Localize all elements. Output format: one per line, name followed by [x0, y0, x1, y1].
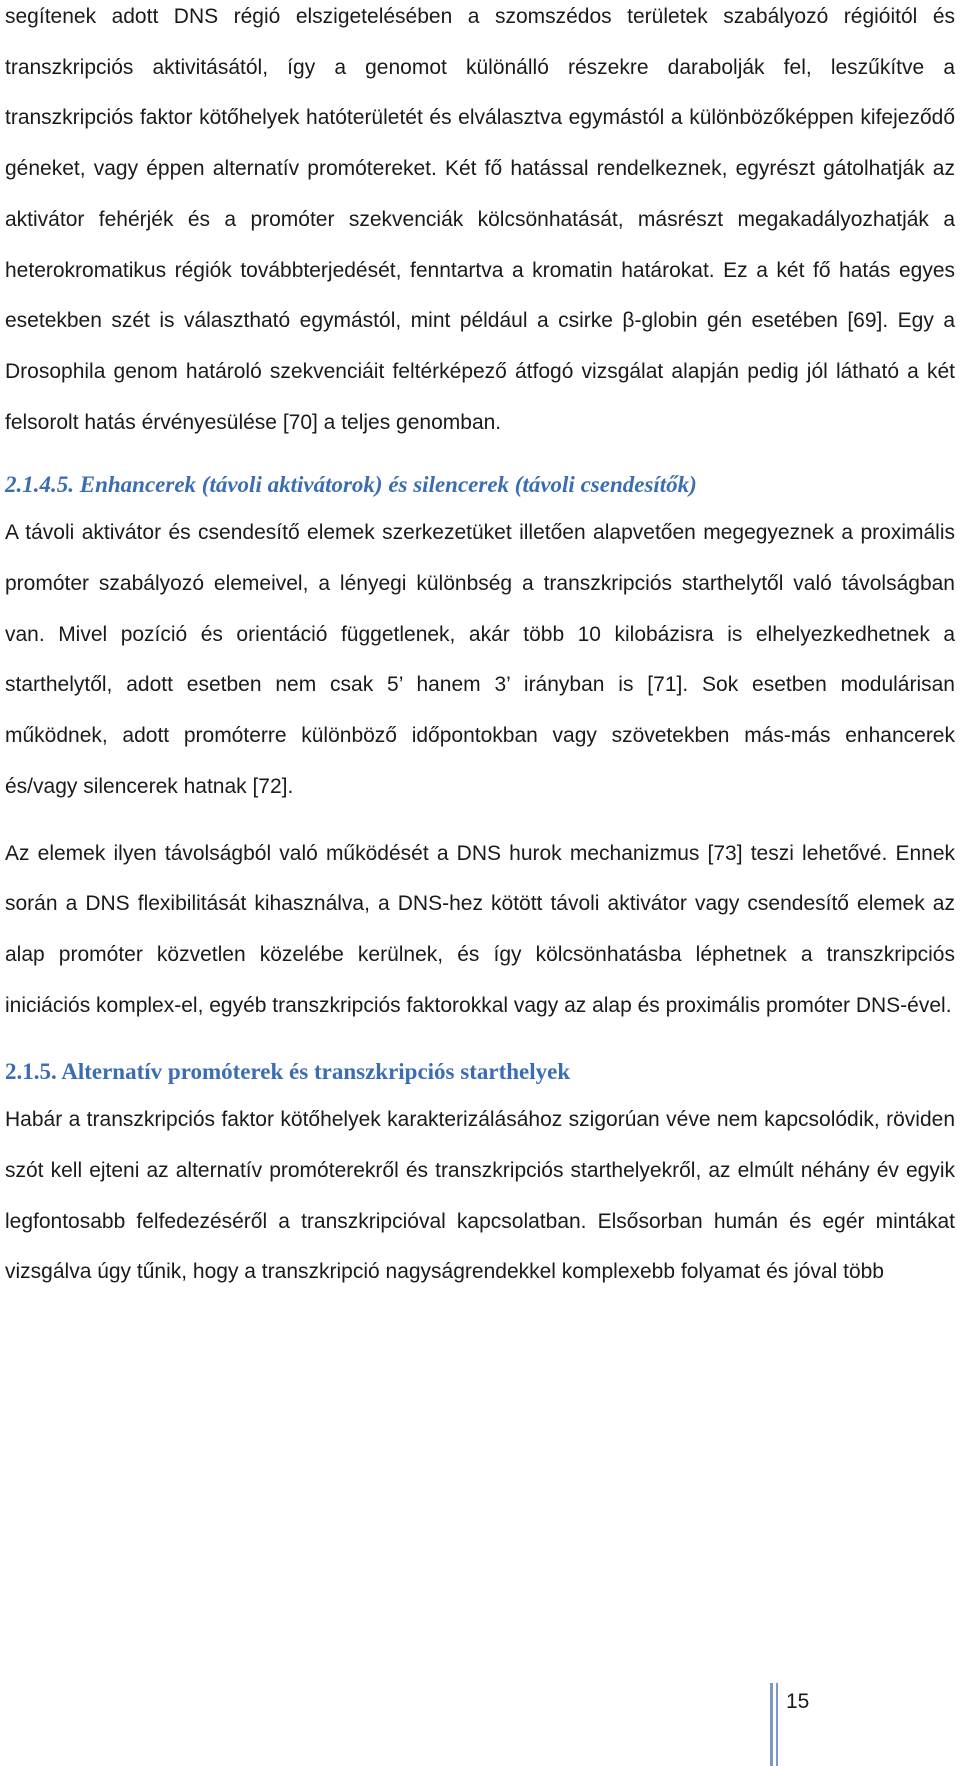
section-heading-enhancers-text: 2.1.4.5. Enhancerek (távoli aktivátorok) és silencerek (távoli csendesítők) [5, 472, 697, 498]
section-heading-alternative-promoters [5, 1049, 955, 1095]
document-page [5, 0, 955, 1298]
section-heading-enhancers [5, 462, 955, 508]
paragraph-dna-loop: Az elemek ilyen távolságból való működését a DNS hurok mechanizmus [73] teszi lehetővé. Ennek során a DNS flexibilitását kihasználva, a DNS-hez kötött távoli aktivátor vagy csendesítő elemek az alap promóter közvetlen közelébe kerülnek, és így kölcsönhatásba léphetnek a transzkripciós iniciációs komplex-el, egyéb transzkripciós faktorokkal vagy az alap és proximális promóter DNS-ével. [5, 841, 955, 1017]
paragraph-enhancers: A távoli aktivátor és csendesítő elemek szerkezetüket illetően alapvetően megegyeznek a proximális promóter szabályozó elemeivel, a lényegi különbség a transzkripciós starthelytől való távolságban van. Mivel pozíció és orientáció függetlenek, akár több 10 kilobázisra is elhelyezkedhetnek a starthelytől, adott esetben nem csak 5’ hanem 3’ irányban is [71]. Sok esetben modulárisan működnek, adott promóterre különböző időpontokban vagy szövetekben más-más enhancerek és/vagy silencerek hatnak [72]. [5, 521, 955, 798]
footer-rule-thin [776, 1683, 778, 1766]
paragraph-insulators: segítenek adott DNS régió elszigetelésében a szomszédos területek szabályozó régióitól és transzkripciós aktivitásától, így a genomot különálló részekre darabolják fel, leszűkítve a transzkripciós faktor kötőhelyek hatóterületét és elválasztva egymástól a különbözőképpen kifejeződő géneket, vagy éppen alternatív promótereket. Két fő hatással rendelkeznek, egyrészt gátolhatják az aktivátor fehérjék és a promóter szekvenciák kölcsönhatását, másrészt megakadályozhatják a heterokromatikus régiók továbbterjedését, fenntartva a kromatin határokat. Ez a két fő hatás egyes esetekben szét is választható egymástól, mint például a csirke β-globin gén esetében [69]. Egy a Drosophila genom határoló szekvenciáit feltérképező átfogó vizsgálat alapján pedig jól látható a két felsorolt hatás érvényesülése [70] a teljes genomban. [5, 5, 955, 434]
paragraph-alternative-promoters: Habár a transzkripciós faktor kötőhelyek karakterizálásához szigorúan véve nem kapcsolódik, röviden szót kell ejteni az alternatív promóterekről és transzkripciós starthelyekről, az elmúlt néhány év egyik legfontosabb felfedezéséről a transzkripcióval kapcsolatban. Elsősorban humán és egér mintákat vizsgálva úgy tűnik, hogy a transzkripció nagyságrendekkel komplexebb folyamat és jóval több [5, 1108, 955, 1284]
footer-rule-thick [770, 1683, 773, 1766]
section-heading-alternative-promoters-text: 2.1.5. Alternatív promóterek és transzkripciós starthelyek [5, 1059, 571, 1085]
page-footer [770, 1683, 809, 1766]
page-number: 15 [786, 1690, 810, 1713]
